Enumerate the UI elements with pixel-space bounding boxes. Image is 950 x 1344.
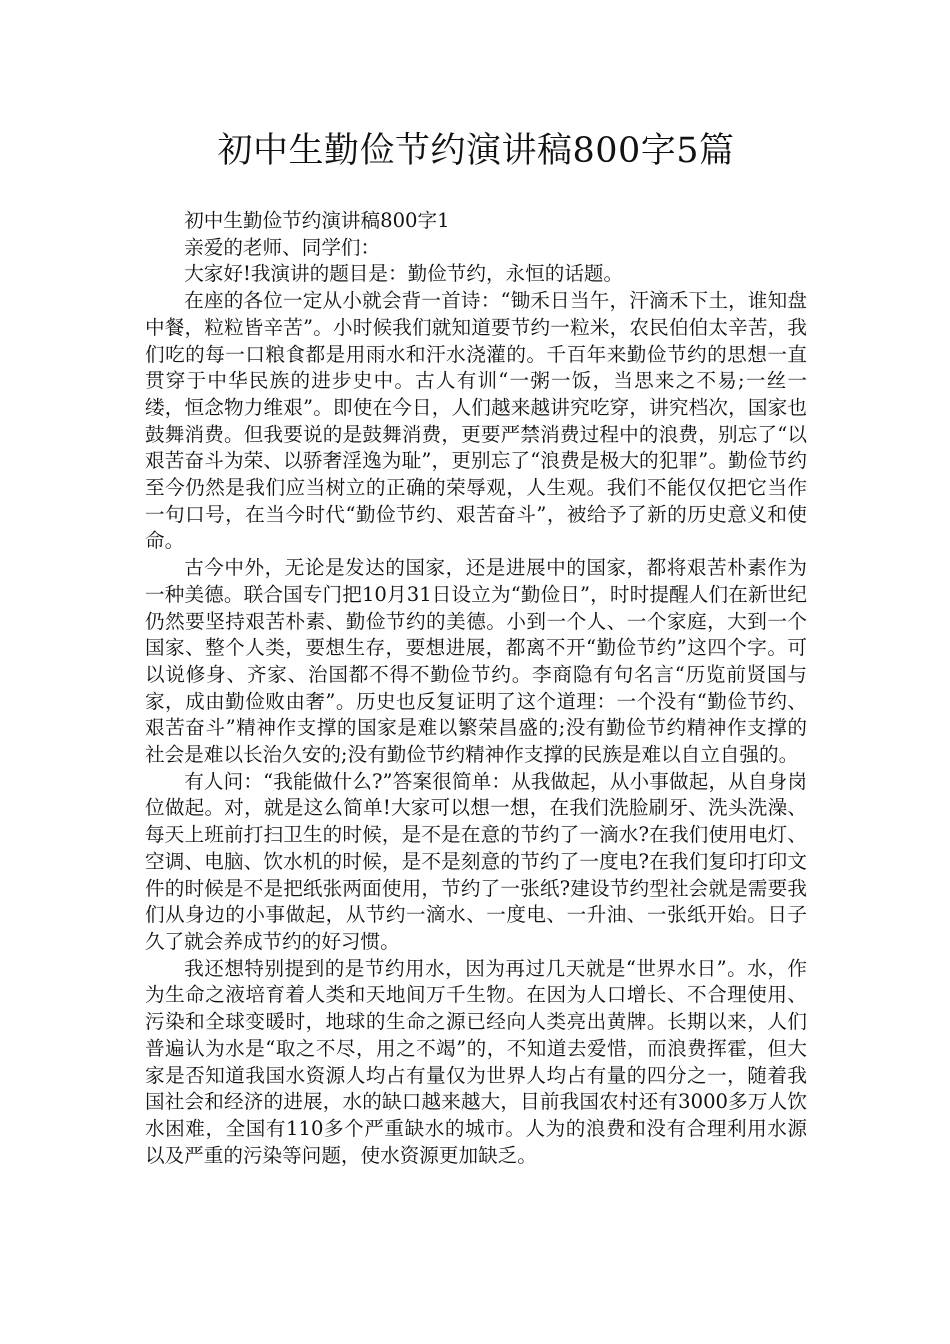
document-body xyxy=(145,208,807,1169)
subtitle-line: 初中生勤俭节约演讲稿800字1 xyxy=(184,209,450,232)
paragraph: 古今中外，无论是发达的国家，还是进展中的国家，都将艰苦朴素作为一种美德。联合国专门把10月31日设立为“勤俭日”，时时提醒人们在新世纪仍然要坚持艰苦朴素、勤俭节约的美德。小到一个人、一个家庭，大到一个国家、整个人类，要想生存，要想进展，都离不开“勤俭节约”这四个字。可以说修身、齐家、治国都不得不勤俭节约。李商隐有句名言“历览前贤国与家，成由勤俭败由奢”。历史也反复证明了这个道理：一个没有“勤俭节约、艰苦奋斗”精神作支撑的国家是难以繁荣昌盛的;没有勤俭节约精神作支撑的社会是难以长治久安的;没有勤俭节约精神作支撑的民族是难以自立自强的。 xyxy=(145,556,807,767)
document-page xyxy=(145,128,807,1169)
paragraph: 在座的各位一定从小就会背一首诗：“锄禾日当午，汗滴禾下土，谁知盘中餐，粒粒皆辛苦”。小时候我们就知道要节约一粒米，农民伯伯太辛苦，我们吃的每一口粮食都是用雨水和汗水浇灌的。千百年来勤俭节约的思想一直贯穿于中华民族的进步史中。古人有训“一粥一饭，当思来之不易;一丝一缕，恒念物力维艰”。即使在今日，人们越来越讲究吃穿，讲究档次，国家也鼓舞消费。但我要说的是鼓舞消费，更要严禁消费过程中的浪费，别忘了“以艰苦奋斗为荣、以骄奢淫逸为耻”，更别忘了“浪费是极大的犯罪”。勤俭节约至今仍然是我们应当树立的正确的荣辱观，人生观。我们不能仅仅把它当作一句口号，在当今时代“勤俭节约、艰苦奋斗”，被给予了新的历史意义和使命。 xyxy=(145,289,807,553)
paragraph: 我还想特别提到的是节约用水，因为再过几天就是“世界水日”。水，作为生命之液培育着人类和天地间万千生物。在因为人口增长、不合理使用、污染和全球变暖时，地球的生命之源已经向人类亮出黄牌。长期以来，人们普遍认为水是“取之不尽，用之不竭”的，不知道去爱惜，而浪费挥霍，但大家是否知道我国水资源人均占有量仅为世界人均占有量的四分之一，随着我国社会和经济的进展，水的缺口越来越大，目前我国农村还有3000多万人饮水困难，全国有110多个严重缺水的城市。人为的浪费和没有合理利用水源以及严重的污染等问题，使水资源更加缺乏。 xyxy=(145,956,807,1167)
paragraph: 有人问：“我能做什么?”答案很简单：从我做起，从小事做起，从自身岗位做起。对，就是这么简单!大家可以想一想，在我们洗脸刷牙、洗头洗澡、每天上班前打扫卫生的时候，是不是在意的节约了一滴水?在我们使用电灯、空调、电脑、饮水机的时候，是不是刻意的节约了一度电?在我们复印打印文件的时候是不是把纸张两面使用，节约了一张纸?建设节约型社会就是需要我们从身边的小事做起，从节约一滴水、一度电、一升油、一张纸开始。日子久了就会养成节约的好习惯。 xyxy=(145,769,807,953)
greeting-line: 亲爱的老师、同学们： xyxy=(184,235,381,259)
opening-line: 大家好!我演讲的题目是：勤俭节约，永恒的话题。 xyxy=(184,262,624,286)
document-title: 初中生勤俭节约演讲稿800字5篇 xyxy=(217,131,735,171)
